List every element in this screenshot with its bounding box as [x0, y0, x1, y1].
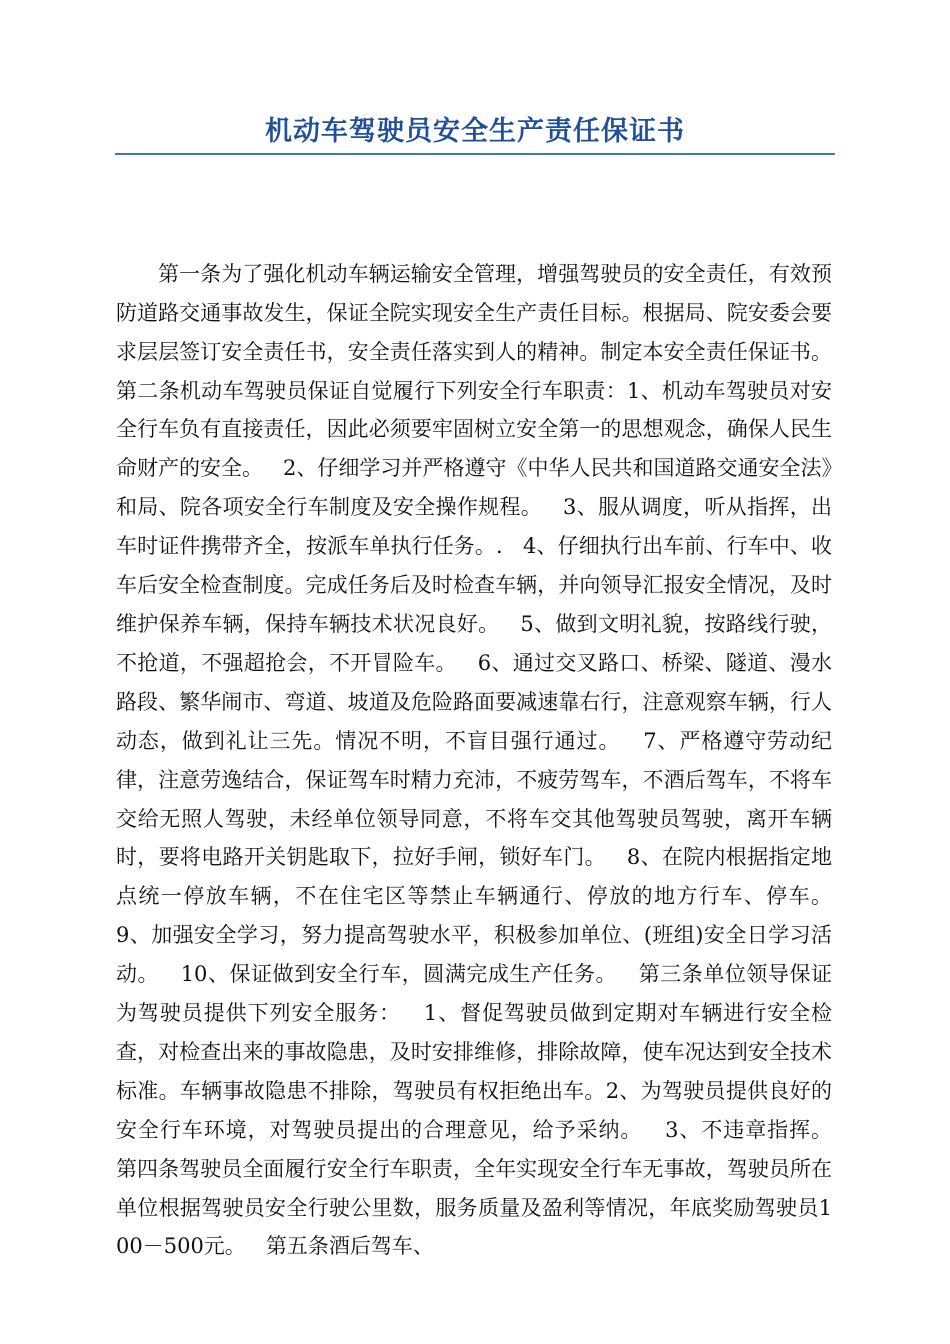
title-underline [115, 153, 835, 155]
document-title: 机动车驾驶员安全生产责任保证书 [265, 116, 685, 147]
body-paragraph: 第一条为了强化机动车辆运输安全管理，增强驾驶员的安全责任，有效预防道路交通事故发生，保证全院实现安全生产责任目标。根据局、院安委会要求层层签订安全责任书，安全责任落实到人的精神。制定本安全责任保证书。 第二条机动车驾驶员保证自觉履行下列安全行车职责：1、机动车驾驶员对安全行车负有直接责任，因此必须要牢固树立安全第一的思想观念，确保人民生命财产的安全。 2、仔细学习并严格遵守《中华人民共和国道路交通安全法》和局、院各项安全行车制度及安全操作规程。 3、服从调度，听从指挥，出车时证件携带齐全，按派车单执行任务。. 4、仔细执行出车前、行车中、收车后安全检查制度。完成任务后及时检查车辆，并向领导汇报安全情况，及时维护保养车辆，保持车辆技术状况良好。 5、做到文明礼貌，按路线行驶，不抢道，不强超抢会，不开冒险车。 6、通过交叉路口、桥梁、隧道、漫水路段、繁华闹市、弯道、坡道及危险路面要减速靠右行，注意观察车辆，行人动态，做到礼让三先。情况不明，不盲目强行通过。 7、严格遵守劳动纪律，注意劳逸结合，保证驾车时精力充沛，不疲劳驾车，不酒后驾车，不将车交给无照人驾驶，未经单位领导同意，不将车交其他驾驶员驾驶，离开车辆时，要将电路开关钥匙取下，拉好手闸，锁好车门。 8、在院内根据指定地点统一停放车辆，不在住宅区等禁止车辆通行、停放的地方行车、停车。 9、加强安全学习，努力提高驾驶水平，积极参加单位、(班组)安全日学习活动。 10、保证做到安全行车，圆满完成生产任务。 第三条单位领导保证为驾驶员提供下列安全服务： 1、督促驾驶员做到定期对车辆进行安全检查，对检查出来的事故隐患，及时安排维修，排除故障，使车况达到安全技术标准。车辆事故隐患不排除，驾驶员有权拒绝出车。2、为驾驶员提供良好的安全行车环境，对驾驶员提出的合理意见，给予采纳。 3、不违章指挥。 第四条驾驶员全面履行安全行车职责，全年实现安全行车无事故，驾驶员所在单位根据驾驶员安全行驶公里数，服务质量及盈利等情况，年底奖励驾驶员100－500元。 第五条酒后驾车、 [116, 261, 853, 1259]
document-body [116, 177, 853, 1344]
